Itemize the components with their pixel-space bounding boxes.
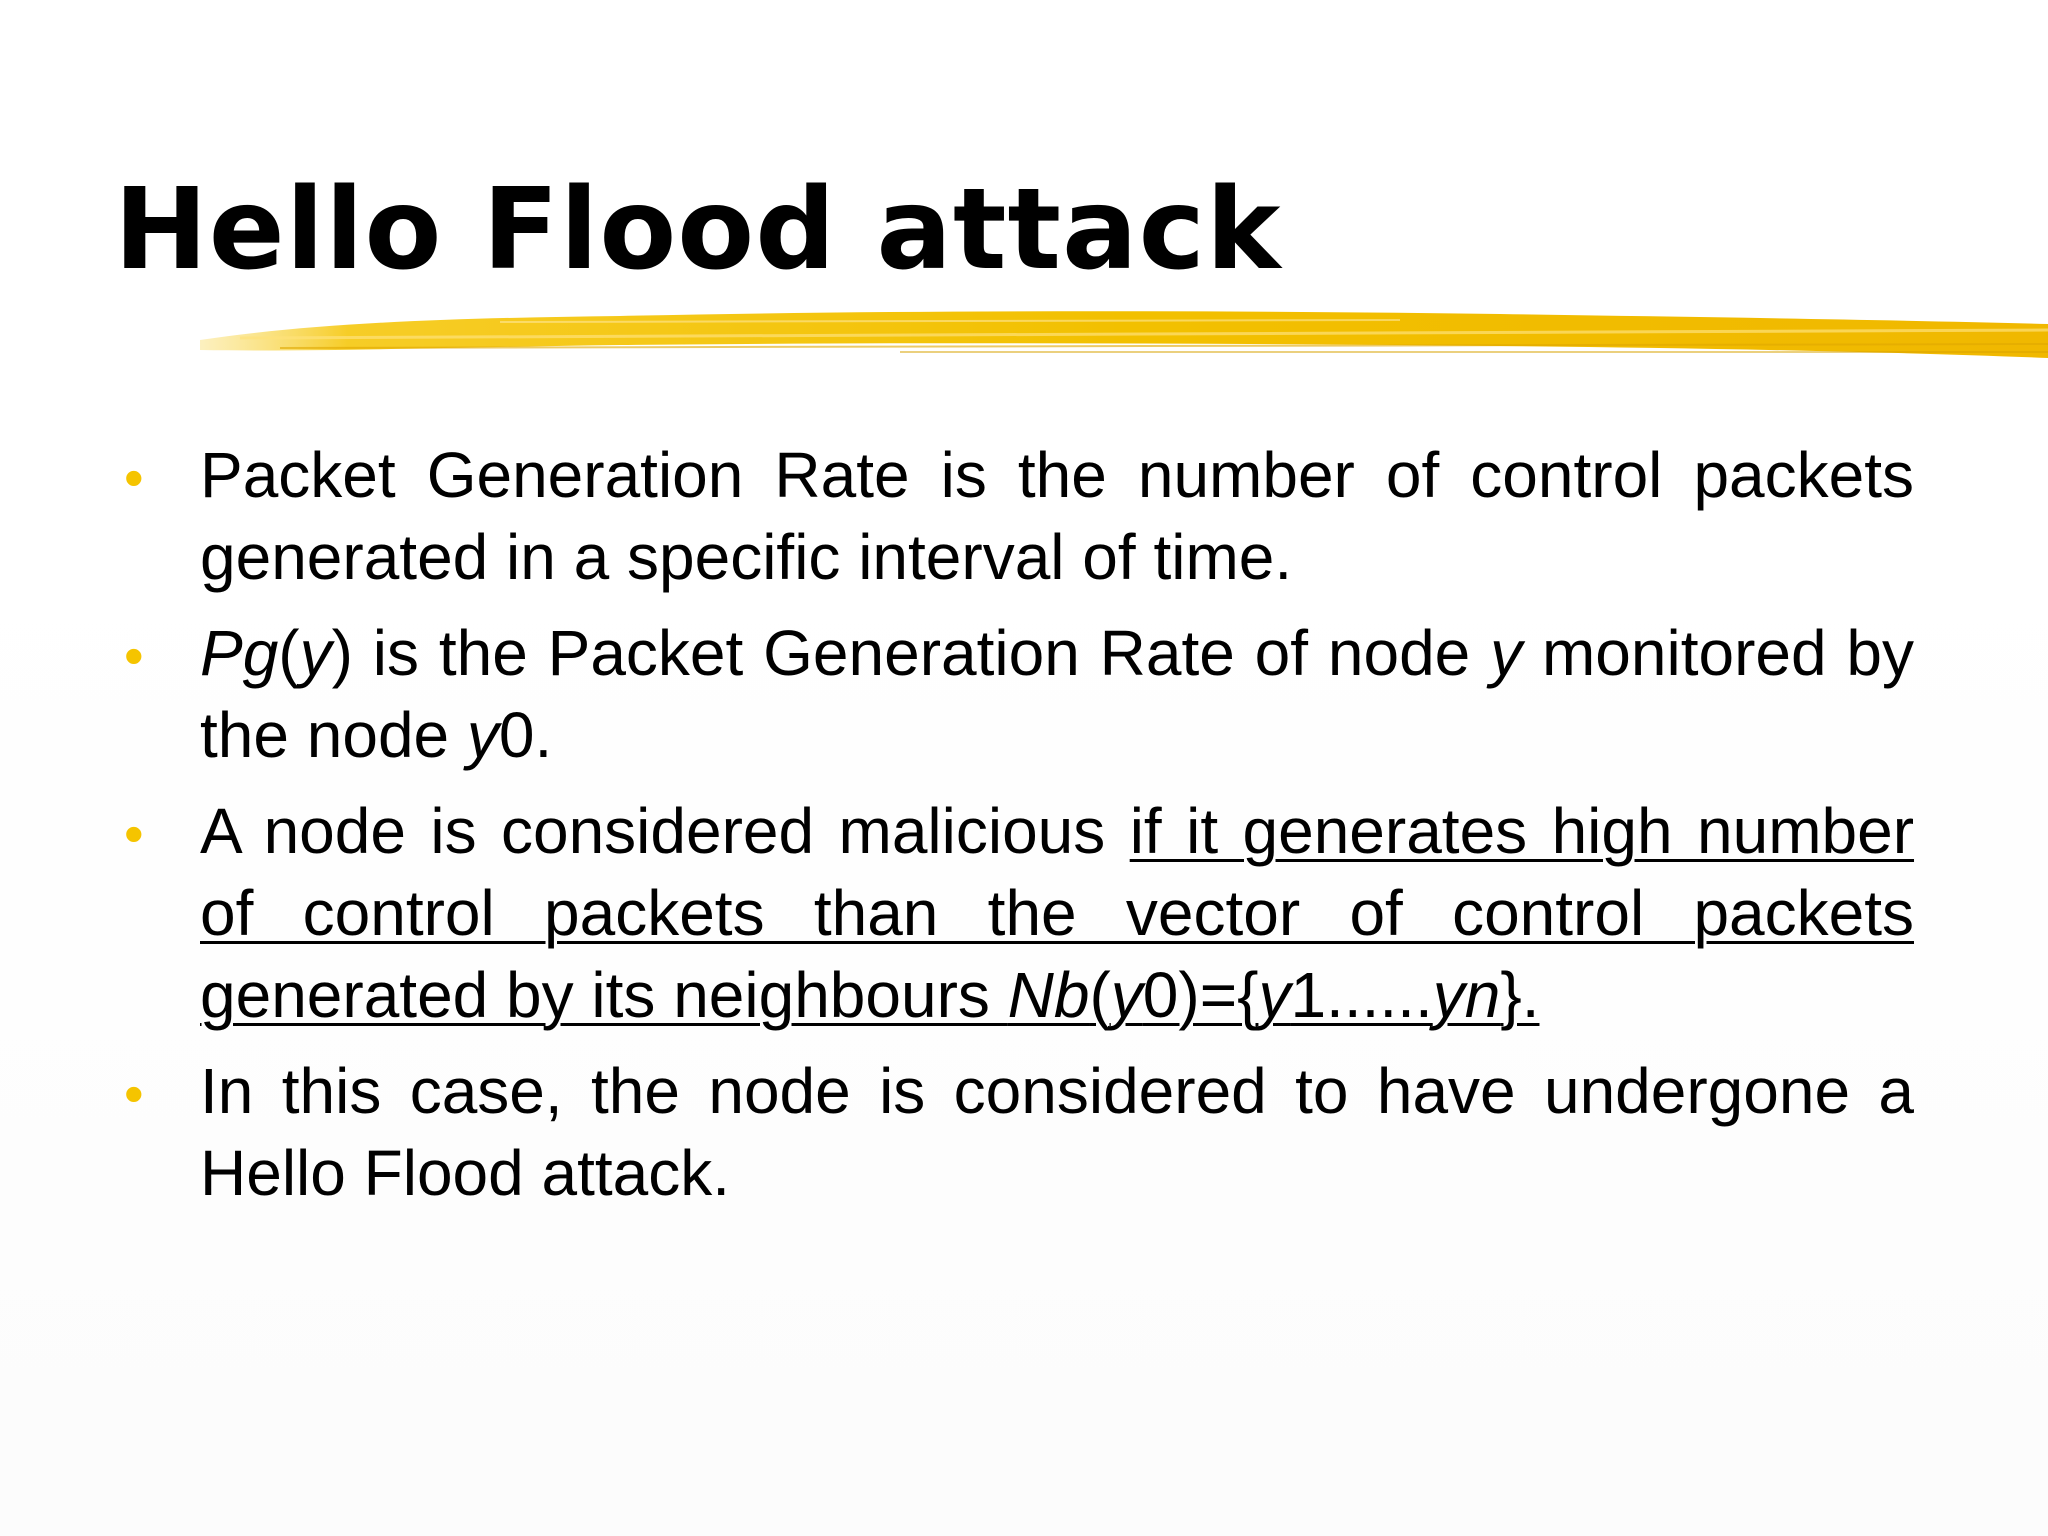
bullet-item [124,612,1914,776]
text-run: A node is considered malicious [200,795,1130,867]
symbol-nb: Nb [1007,959,1090,1031]
text-run: is the Packet Generation Rate of node [352,617,1491,689]
text-run: monitored by the node [200,617,1915,771]
symbol-yn: yn [1432,959,1501,1031]
symbol-pg: Pg [200,617,279,689]
text-run: 0. [498,699,553,771]
bullet-dot-icon: • [124,1062,144,1125]
bullet-dot-icon: • [124,446,144,509]
text-run: 0)={ [1142,959,1259,1031]
symbol-y: y [466,699,499,771]
symbol-y: y [1110,959,1143,1031]
symbol-y: y [299,617,332,689]
bullet-item [124,1050,1914,1214]
symbol-y: y [1490,617,1523,689]
bullet-item [124,434,1914,598]
bullet-dot-icon: • [124,624,144,687]
text-run: 1...... [1290,959,1433,1031]
bullet-list [124,434,1914,1228]
text-run: }. [1500,959,1540,1031]
text-run: ( [278,617,300,689]
bullet-dot-icon: • [124,802,144,865]
bullet-text [200,612,1914,776]
text-run: ) [331,617,353,689]
slide-title: Hello Flood attack [114,165,1282,295]
highlight-brush-stroke [200,300,2048,380]
bullet-item [124,790,1914,1036]
text-run: ( [1089,959,1111,1031]
bullet-text [200,790,1914,1036]
symbol-y: y [1258,959,1291,1031]
bullet-text: In this case, the node is considered to have undergone a Hello Flood attack. [200,1055,1914,1209]
text-run: if it generates high number of control packets than the vector of control packets generated by its neighbours [200,795,1915,1031]
bullet-text: Packet Generation Rate is the number of control packets generated in a specific interval of time. [200,439,1914,593]
